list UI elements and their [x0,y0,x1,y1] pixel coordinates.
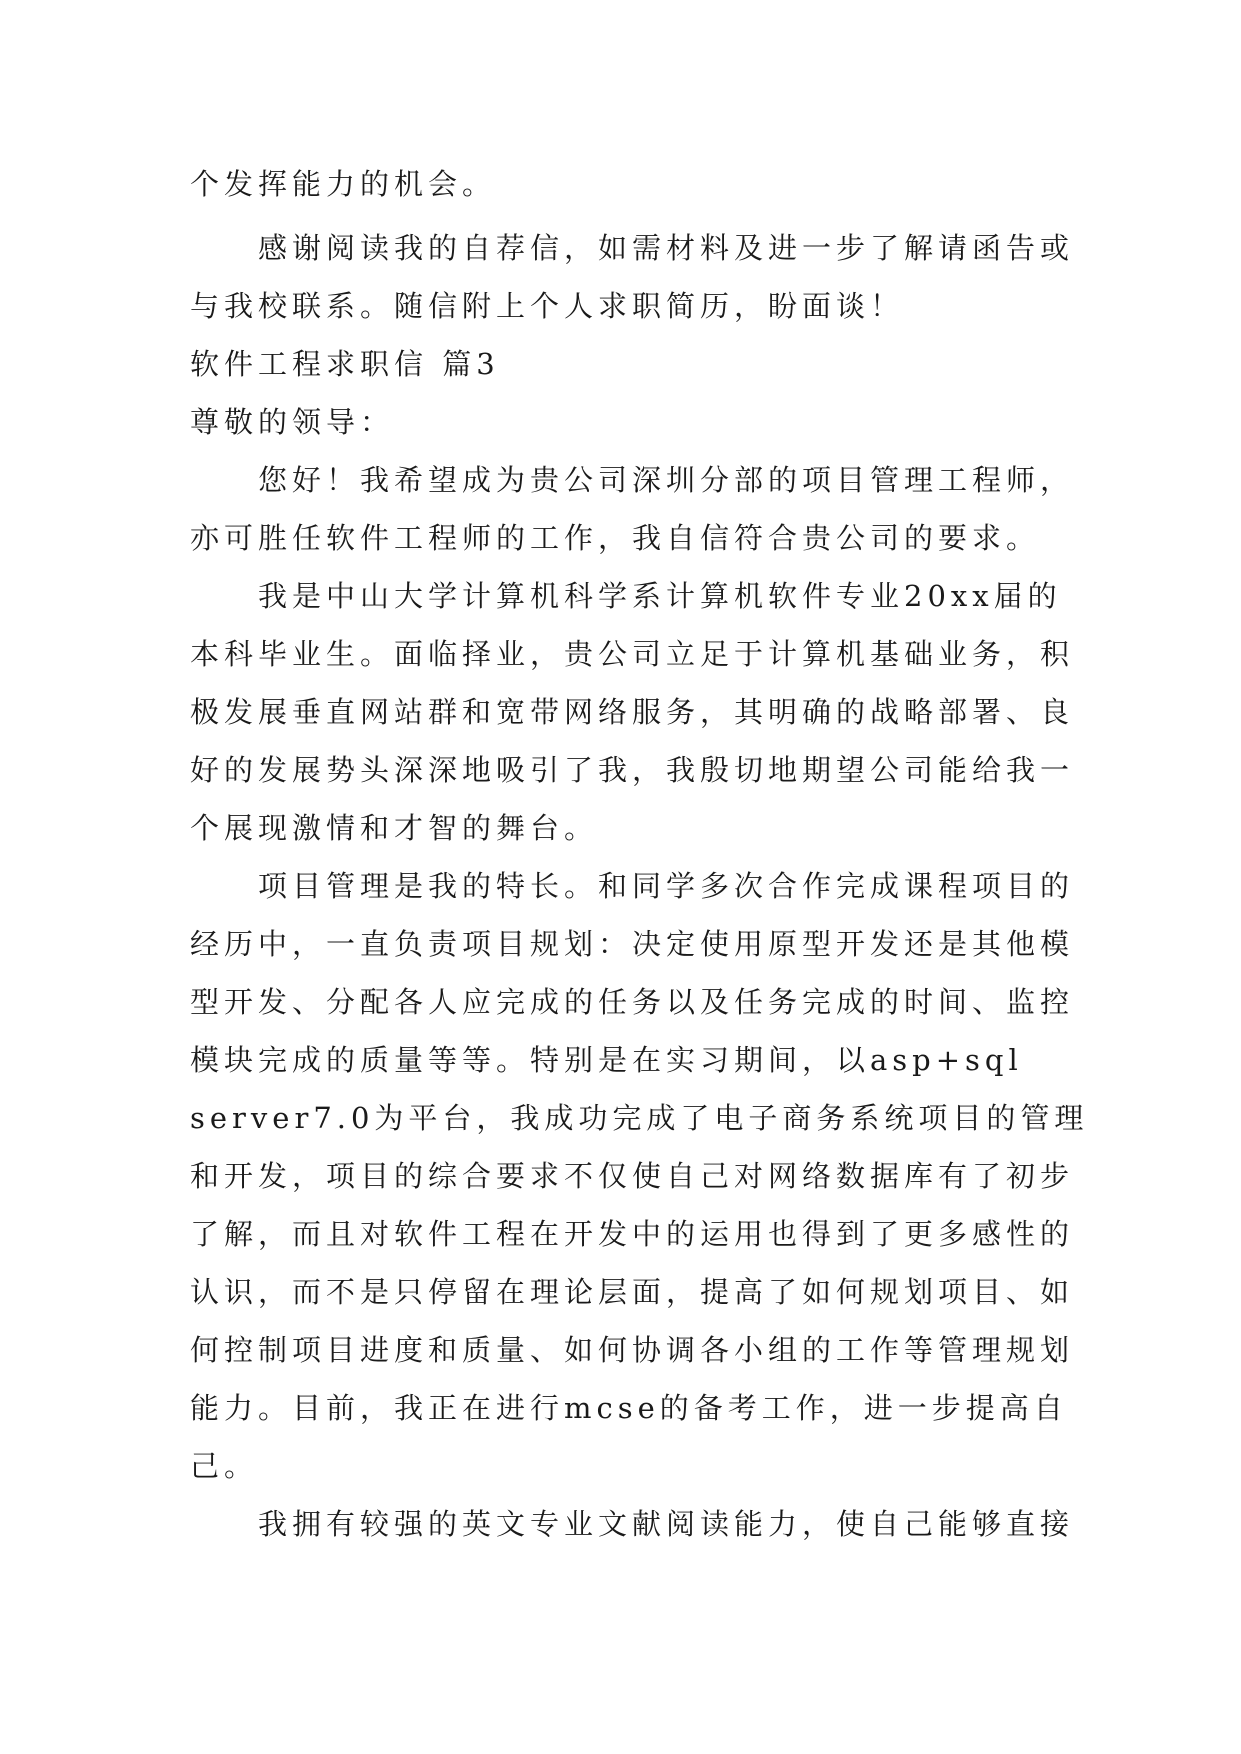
paragraph-line: 能力。目前，我正在进行mcse的备考工作，进一步提高自 [190,1391,1068,1425]
letter-body [190,155,1089,1553]
salutation: 尊敬的领导： [190,405,395,439]
paragraph-line: 极发展垂直网站群和宽带网络服务，其明确的战略部署、良 [190,695,1075,729]
section-heading: 软件工程求职信 篇3 [190,347,500,381]
paragraph-line: 本科毕业生。面临择业，贵公司立足于计算机基础业务，积 [190,637,1075,671]
paragraph-line: 何控制项目进度和质量、如何协调各小组的工作等管理规划 [190,1333,1075,1367]
paragraph-line: 己。 [190,1449,259,1483]
paragraph-line: 认识，而不是只停留在理论层面，提高了如何规划项目、如 [190,1275,1075,1309]
paragraph-line: 亦可胜任软件工程师的工作，我自信符合贵公司的要求。 [190,521,1041,555]
paragraph-line: 您好！我希望成为贵公司深圳分部的项目管理工程师， [190,463,1075,497]
paragraph-line: 个发挥能力的机会。 [190,167,497,201]
paragraph-line: 了解，而且对软件工程在开发中的运用也得到了更多感性的 [190,1217,1075,1251]
paragraph-line: 我是中山大学计算机科学系计算机软件专业20xx届的 [190,579,1062,613]
paragraph-line: 项目管理是我的特长。和同学多次合作完成课程项目的 [190,869,1075,903]
paragraph-line: 感谢阅读我的自荐信，如需材料及进一步了解请函告或 [190,231,1075,265]
paragraph-line: 我拥有较强的英文专业文献阅读能力，使自己能够直接 [190,1507,1075,1541]
paragraph-line: 与我校联系。随信附上个人求职简历，盼面谈！ [190,289,905,323]
paragraph-line: 型开发、分配各人应完成的任务以及任务完成的时间、监控 [190,985,1075,1019]
paragraph-line: 个展现激情和才智的舞台。 [190,811,599,845]
paragraph-line: 经历中，一直负责项目规划：决定使用原型开发还是其他模 [190,927,1075,961]
paragraph-line: 好的发展势头深深地吸引了我，我殷切地期望公司能给我一 [190,753,1075,787]
paragraph-line: 和开发，项目的综合要求不仅使自己对网络数据库有了初步 [190,1159,1075,1193]
paragraph-line: 模块完成的质量等等。特别是在实习期间，以asp+sql [190,1043,1023,1077]
paragraph-line: server7.0为平台，我成功完成了电子商务系统项目的管理 [190,1101,1089,1135]
